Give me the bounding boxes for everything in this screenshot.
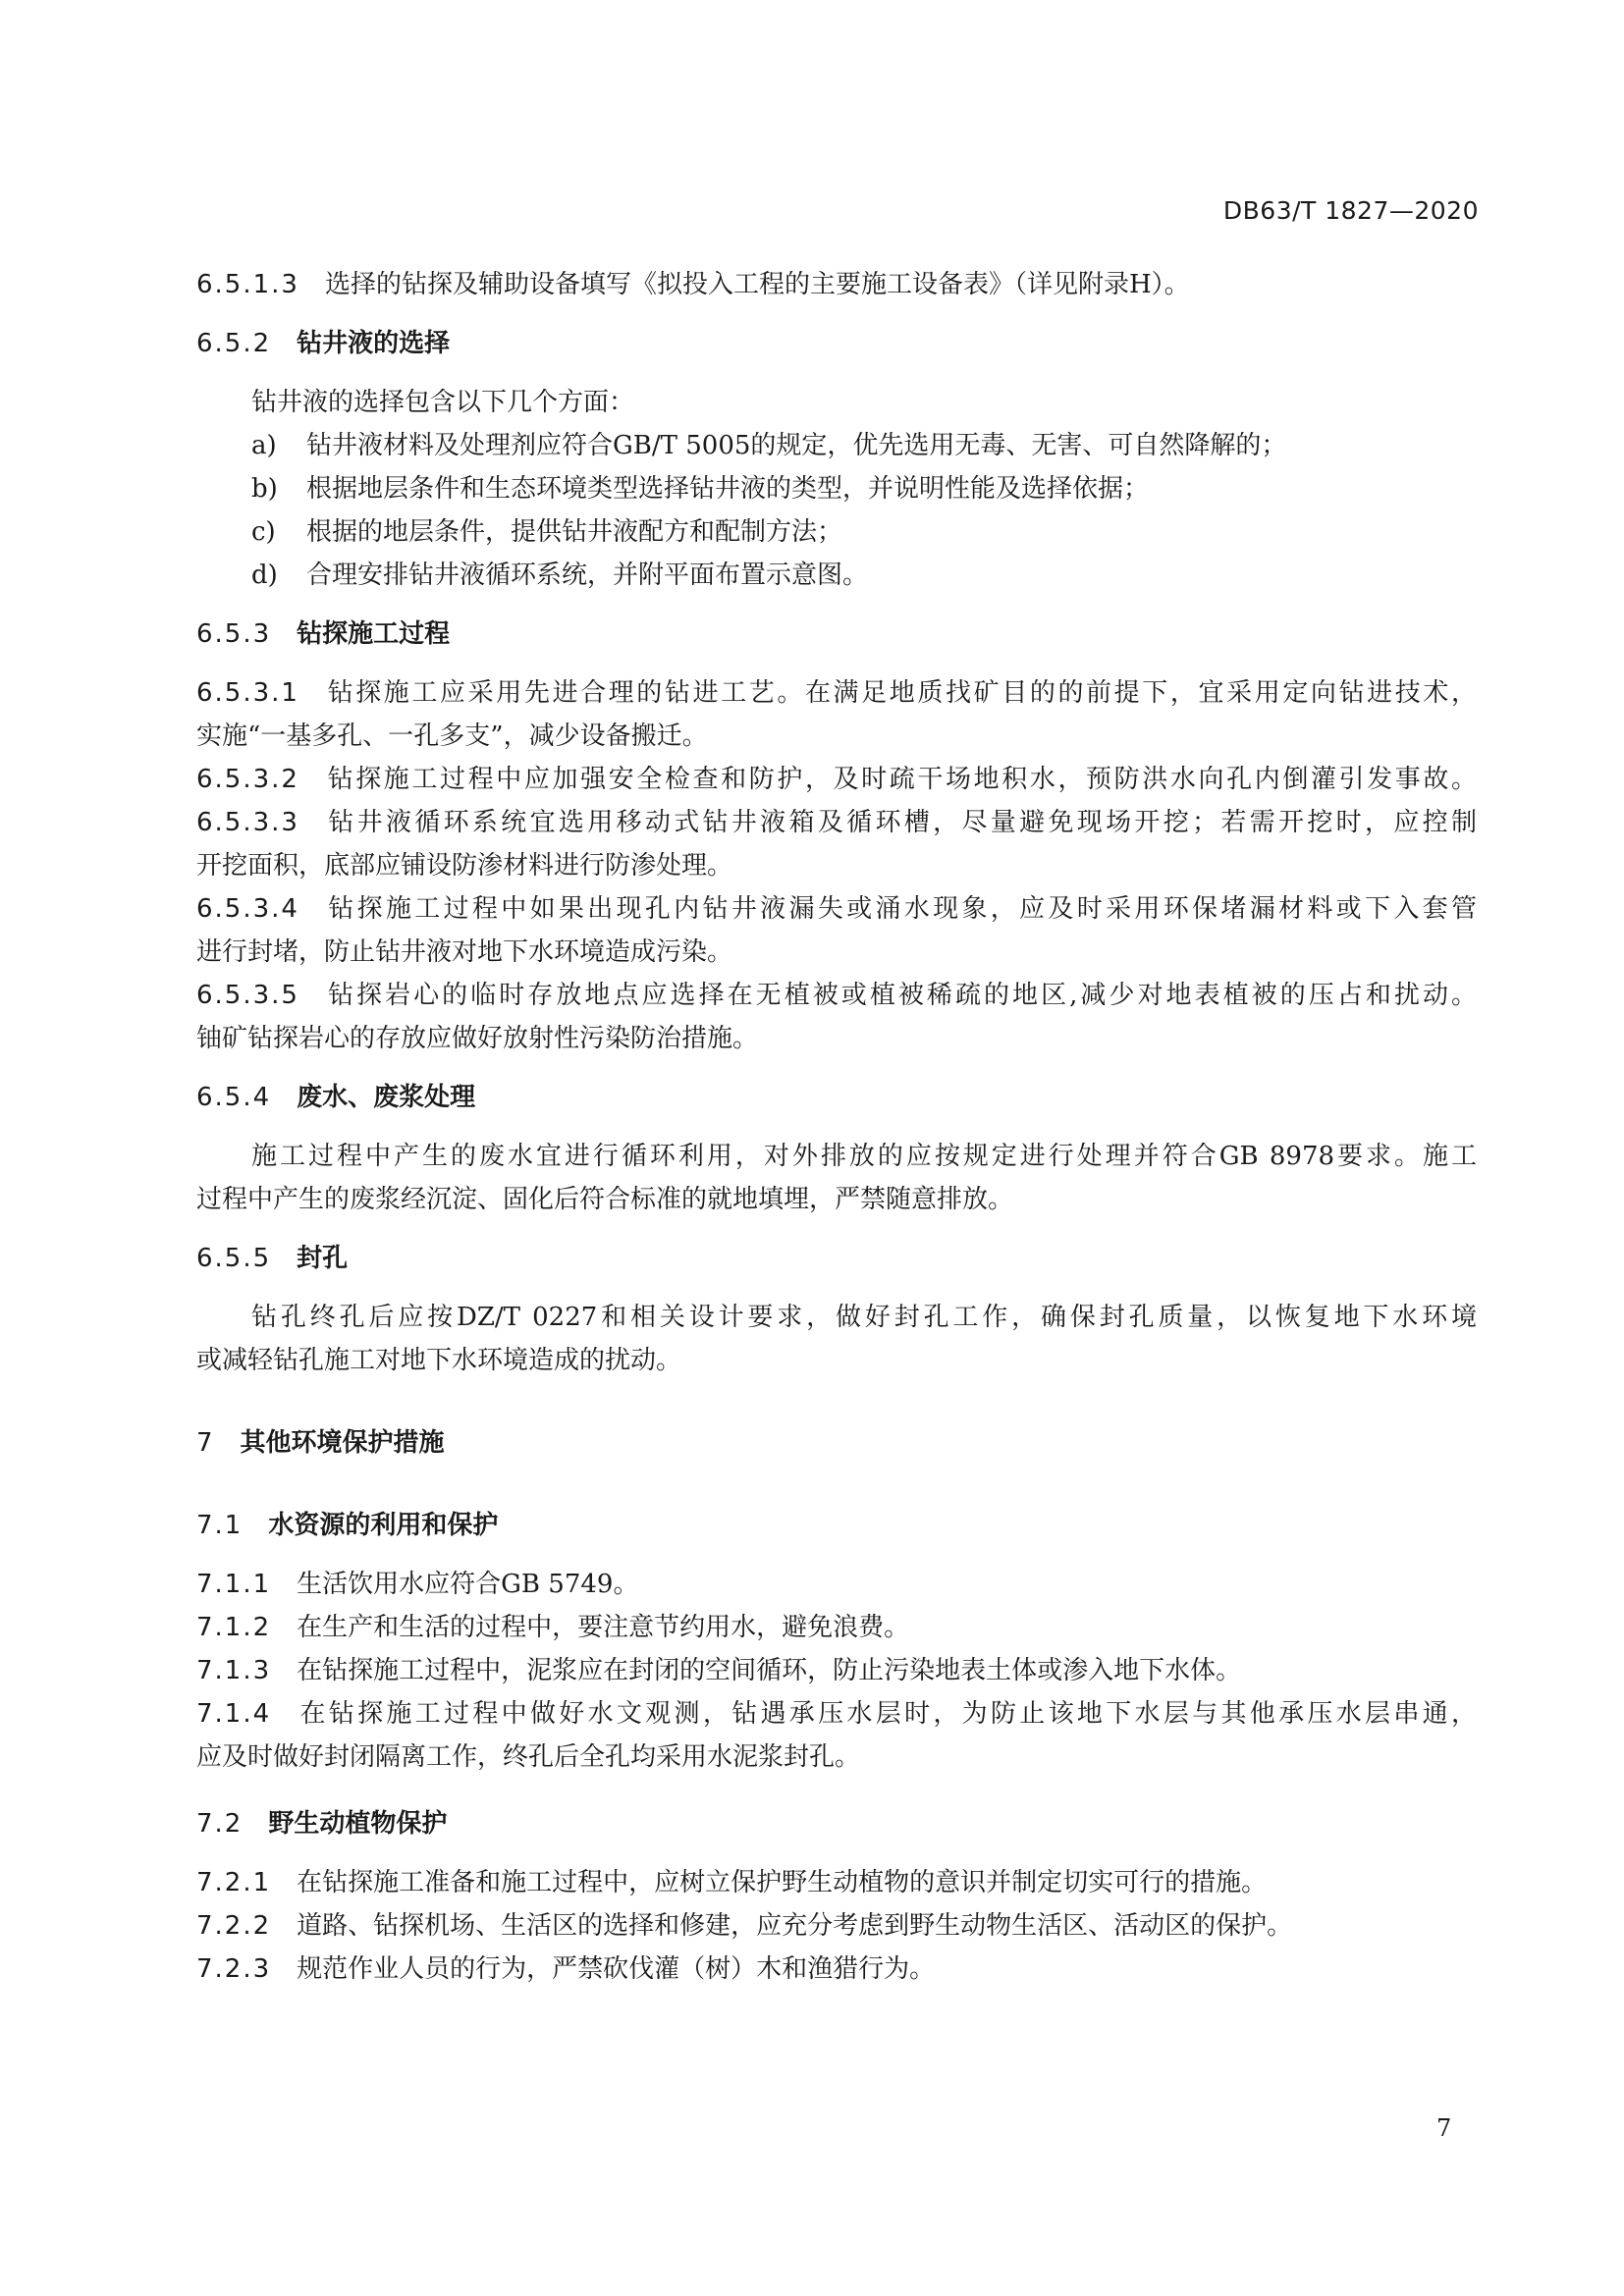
list-item-b: [196, 467, 1477, 510]
clause-7-1-4-line1: [196, 1692, 1477, 1735]
list-text: 合理安排钻井液循环系统，并附平面布置示意图。: [306, 561, 869, 590]
paragraph-6-5-4-line1: 施工过程中产生的废水宜进行循环利用，对外排放的应按规定进行处理并符合GB 8978要求。施工: [251, 1142, 1477, 1171]
clause-6-5-3-5-line2: 铀矿钻探岩心的存放应做好放射性污染防治措施。: [196, 1024, 759, 1053]
clause-6-5-3-1-line2: 实施“一基多孔、一孔多支”，减少设备搬迁。: [196, 721, 708, 751]
clause-number: 7.2.3: [196, 1954, 272, 1984]
clause-6-5-3-3-line2: 开挖面积，底部应铺设防渗材料进行防渗处理。: [196, 851, 733, 881]
clause-7-2-2: [196, 1904, 1477, 1948]
clause-text: 规范作业人员的行为，严禁砍伐灌（树）木和渔猎行为。: [297, 1954, 936, 1984]
section-title: 钻井液的选择: [297, 329, 451, 358]
section-title: 水资源的利用和保护: [268, 1511, 499, 1540]
clause-6-5-3-5-line1: [196, 974, 1477, 1017]
section-number: 6.5.3: [196, 619, 272, 649]
clause-7-1-2: [196, 1606, 1477, 1649]
clause-text: 道路、钻探机场、生活区的选择和修建，应充分考虑到野生动物生活区、活动区的保护。: [297, 1911, 1293, 1941]
section-number: 6.5.4: [196, 1083, 272, 1112]
section-title: 钻探施工过程: [297, 619, 451, 649]
clause-7-1-4-line2: 应及时做好封闭隔离工作，终孔后全孔均采用水泥浆封孔。: [196, 1742, 861, 1772]
clause-text: 钻探施工应采用先进合理的钻进工艺。在满足地质找矿目的的前提下，宜采用定向钻进技术，: [324, 678, 1477, 708]
paragraph-6-5-5-line2: 或减轻钻孔施工对地下水环境造成的扰动。: [196, 1346, 682, 1375]
clause-text: 在钻探施工准备和施工过程中，应树立保护野生动植物的意识并制定切实可行的措施。: [297, 1868, 1268, 1897]
section-title: 封孔: [297, 1244, 349, 1273]
clause-number: 6.5.3.1: [196, 678, 299, 708]
section-heading-6-5-3: [196, 613, 1477, 656]
clause-number: 7.1.1: [196, 1570, 272, 1599]
section-heading-6-5-5: [196, 1237, 1477, 1280]
chapter-heading-7: [196, 1421, 1477, 1465]
section-heading-6-5-4: [196, 1076, 1477, 1119]
section-number: 6.5.2: [196, 329, 272, 358]
clause-text: 钻探施工过程中如果出现孔内钻井液漏失或涌水现象，应及时采用环保堵漏材料或下入套管: [324, 894, 1477, 924]
clause-text: 在钻探施工过程中，泥浆应在封闭的空间循环，防止污染地表土体或渗入地下水体。: [297, 1656, 1242, 1685]
paragraph-6-5-4-line2: 过程中产生的废浆经沉淀、固化后符合标准的就地填埋，严禁随意排放。: [196, 1185, 1014, 1214]
section-number: 7.2: [196, 1809, 244, 1839]
clause-6-5-3-1-line1: [196, 671, 1477, 715]
clause-number: 7.1.3: [196, 1656, 272, 1685]
clause-6-5-3-2-line1: [196, 758, 1477, 801]
section-heading-6-5-2: [196, 322, 1477, 365]
section-heading-7-1: [196, 1504, 1477, 1547]
list-label: d): [251, 561, 278, 590]
list-text: 根据的地层条件，提供钻井液配方和配制方法；: [306, 517, 843, 547]
clause-text: 钻探施工过程中应加强安全检查和防护，及时疏干场地积水，预防洪水向孔内倒灌引发事故。: [324, 765, 1477, 794]
page-number: 7: [1436, 2114, 1452, 2142]
clause-number: 6.5.3.3: [196, 808, 299, 837]
clause-text: 选择的钻探及辅助设备填写《拟投入工程的主要施工设备表》（详见附录H）。: [324, 270, 1190, 299]
clause-number: 6.5.1.3: [196, 270, 299, 299]
clause-7-1-3: [196, 1649, 1477, 1692]
clause-number: 7.2.2: [196, 1911, 272, 1941]
clause-6-5-3-4-line2: 进行封堵，防止钻井液对地下水环境造成污染。: [196, 937, 733, 967]
clause-6-5-3-3-line1: [196, 801, 1477, 844]
clause-text: 在钻探施工过程中做好水文观测，钻遇承压水层时，为防止该地下水层与其他承压水层串通，: [297, 1699, 1477, 1729]
section-number: 6.5.5: [196, 1244, 272, 1273]
clause-number: 6.5.3.2: [196, 765, 299, 794]
list-label: c): [251, 517, 276, 547]
section-title: 废水、废浆处理: [297, 1083, 476, 1112]
clause-6-5-3-4-line1: [196, 887, 1477, 931]
section-heading-7-2: [196, 1802, 1477, 1845]
paragraph-6-5-5-line1: 钻孔终孔后应按DZ/T 0227和相关设计要求，做好封孔工作，确保封孔质量，以恢复地下水环境: [251, 1303, 1477, 1332]
clause-number: 6.5.3.5: [196, 981, 299, 1010]
clause-text: 钻井液循环系统宜选用移动式钻井液箱及循环槽，尽量避免现场开挖；若需开挖时，应控制: [324, 808, 1477, 837]
clause-text: 钻探岩心的临时存放地点应选择在无植被或植被稀疏的地区,减少对地表植被的压占和扰动。: [324, 981, 1477, 1010]
list-text: 根据地层条件和生态环境类型选择钻井液的类型，并说明性能及选择依据；: [306, 474, 1150, 504]
list-item-a: [196, 424, 1477, 467]
clause-number: 6.5.3.4: [196, 894, 299, 924]
list-item-d: [196, 554, 1477, 597]
paragraph-intro: 钻井液的选择包含以下几个方面：: [251, 388, 635, 417]
section-title: 野生动植物保护: [268, 1809, 448, 1839]
clause-number: 7.1.4: [196, 1699, 272, 1729]
clause-7-1-1: [196, 1563, 1477, 1606]
section-number: 7.1: [196, 1511, 244, 1540]
clause-6-5-1-3: [196, 263, 1477, 306]
list-label: a): [251, 431, 277, 460]
chapter-title: 其他环境保护措施: [240, 1428, 445, 1458]
clause-7-2-1: [196, 1861, 1477, 1904]
clause-number: 7.2.1: [196, 1868, 272, 1897]
document-code-header: DB63/T 1827—2020: [1222, 196, 1479, 225]
clause-number: 7.1.2: [196, 1613, 272, 1642]
clause-text: 在生产和生活的过程中，要注意节约用水，避免浪费。: [297, 1613, 910, 1642]
document-body: [196, 263, 1477, 1991]
clause-7-2-3: [196, 1948, 1477, 1991]
clause-text: 生活饮用水应符合GB 5749。: [297, 1570, 639, 1599]
list-item-c: [196, 510, 1477, 554]
list-text: 钻井液材料及处理剂应符合GB/T 5005的规定，优先选用无毒、无害、可自然降解的；: [306, 431, 1287, 460]
chapter-number: 7: [196, 1428, 215, 1458]
list-label: b): [251, 474, 278, 504]
